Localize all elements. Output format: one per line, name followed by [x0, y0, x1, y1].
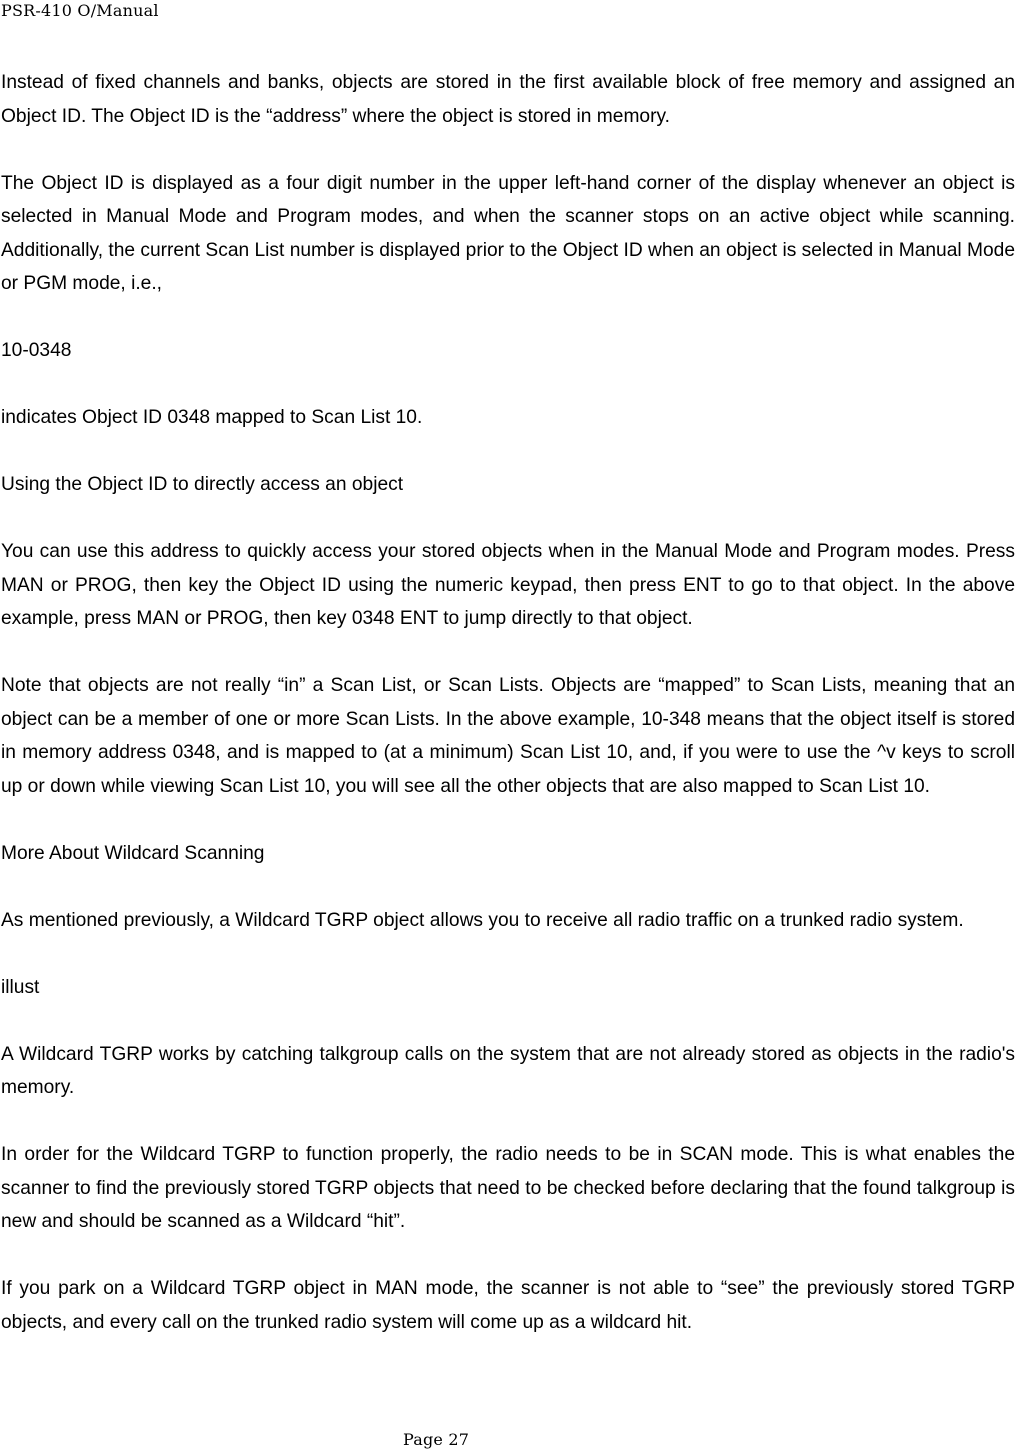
paragraph-direct-access: You can use this address to quickly access your stored objects when in the Manual Mode and Program modes. Press MAN or PROG, then key the Object ID using the numeric keypad, then press ENT to go to that object. In the above example, press MAN or PROG, then key 0348 ENT to jump directly to that object. [1, 541, 1015, 629]
paragraph-wildcard-intro: As mentioned previously, a Wildcard TGRP object allows you to receive all radio traffic on a trunked radio system. [1, 909, 964, 931]
example-object-id: 10-0348 [1, 340, 72, 361]
page-number: Page 27 [403, 1430, 470, 1449]
section-heading-direct-access: Using the Object ID to directly access an object [1, 474, 404, 495]
illustration-placeholder: illust [1, 976, 40, 998]
paragraph-wildcard-scan-mode: In order for the Wildcard TGRP to function properly, the radio needs to be in SCAN mode. This is what enables the scanner to find the previously stored TGRP objects that need to be checked before declaring that the found talkgroup is new and should be scanned as a Wildcard “hit”. [1, 1144, 1015, 1232]
paragraph-object-id-intro: Instead of fixed channels and banks, objects are stored in the first available block of free memory and assigned an Object ID. The Object ID is the “address” where the object is stored in memory. [1, 72, 1015, 127]
section-heading-wildcard: More About Wildcard Scanning [1, 842, 265, 864]
paragraph-wildcard-how: A Wildcard TGRP works by catching talkgroup calls on the system that are not already stored as objects in the radio's memory. [1, 1043, 1015, 1098]
paragraph-object-id-display: The Object ID is displayed as a four digit number in the upper left-hand corner of the display whenever an object is selected in Manual Mode and Program modes, and when the scanner stops on an active object while scanning. Additionally, the current Scan List number is displayed prior to the Object ID when an object is selected in Manual Mode or PGM mode, i.e., [1, 172, 1015, 294]
paragraph-wildcard-man-mode: If you park on a Wildcard TGRP object in MAN mode, the scanner is not able to “see” the previously stored TGRP objects, and every call on the trunked radio system will come up as a wildcard hit. [1, 1278, 1015, 1333]
paragraph-example-explanation: indicates Object ID 0348 mapped to Scan List 10. [1, 407, 423, 428]
page-header: PSR-410 O/Manual [1, 1, 159, 20]
paragraph-scan-list-mapping: Note that objects are not really “in” a Scan List, or Scan Lists. Objects are “mapped” to Scan Lists, meaning that an object can be a member of one or more Scan Lists. In the above example, 10-348 means that the object itself is stored in memory address 0348, and is mapped to (at a minimum) Scan List 10, and, if you were to use the ^v keys to scroll up or down while viewing Scan List 10, you will see all the other objects that are also mapped to Scan List 10. [1, 675, 1015, 797]
document-body [1, 66, 1015, 1339]
